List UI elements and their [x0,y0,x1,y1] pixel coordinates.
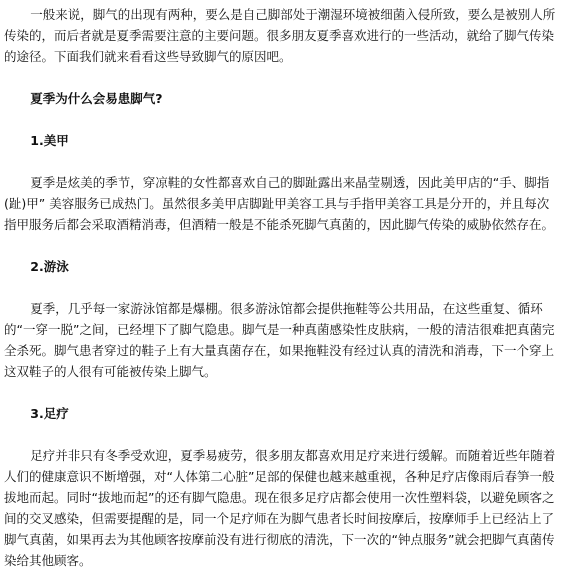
spacer [4,424,560,445]
spacer [4,67,560,88]
article-heading: 夏季为什么会易患脚气? [30,91,163,106]
section-body-foot-massage: 足疗并非只有冬季受欢迎，夏季易疲劳，很多朋友都喜欢用足疗来进行缓解。而随着近些年随着人们的健康意识不断增强，对“人体第二心脏”足部的保健也越来越重视，各种足疗店像雨后春笋一般拔地而起。同时“拔地而起”的还有脚气隐患。现在很多足疗店都会使用一次性塑料袋，以避免顾客之间的交叉感染，但需要提醒的是，同一个足疗师在为脚气患者长时间按摩后，按摩师手上已经沾上了脚气真菌，如果再去为其他顾客按摩前没有进行彻底的清洗，下一次的“钟点服务”就会把脚气真菌传染给其他顾客。 [4,448,556,568]
spacer [4,235,560,256]
spacer [4,382,560,403]
spacer [4,277,560,298]
section-title-swimming: 2.游泳 [30,259,69,274]
spacer [4,151,560,172]
section-title-foot-massage: 3.足疗 [30,406,69,421]
section-title-manicure: 1.美甲 [30,133,69,148]
spacer [4,109,560,130]
intro-paragraph: 一般来说，脚气的出现有两种，要么是自己脚部处于潮湿环境被细菌入侵所致，要么是被别人所传染的，而后者就是夏季需要注意的主要问题。很多朋友夏季喜欢进行的一些活动，就给了脚气传染的途径。下面我们就来看看这些导致脚气的原因吧。 [4,7,556,64]
section-body-swimming: 夏季，几乎每一家游泳馆都是爆棚。很多游泳馆都会提供拖鞋等公共用品，在这些重复、循环的“一穿一脱”之间，已经埋下了脚气隐患。脚气是一种真菌感染性皮肤病，一般的清洁很难把真菌完全杀死。脚气患者穿过的鞋子上有大量真菌存在，如果拖鞋没有经过认真的清洗和消毒，下一个穿上这双鞋子的人很有可能被传染上脚气。 [4,301,555,379]
section-body-manicure: 夏季是炫美的季节，穿凉鞋的女性都喜欢自己的脚趾露出来晶莹剔透，因此美甲店的“手、脚指(趾)甲” 美容服务已成热门。虽然很多美甲店脚趾甲美容工具与手指甲美容工具是分开的，并且每次指甲服务后都会采取酒精消毒，但酒精一般是不能杀死脚气真菌的，因此脚气传染的威胁依然存在。 [4,175,555,232]
